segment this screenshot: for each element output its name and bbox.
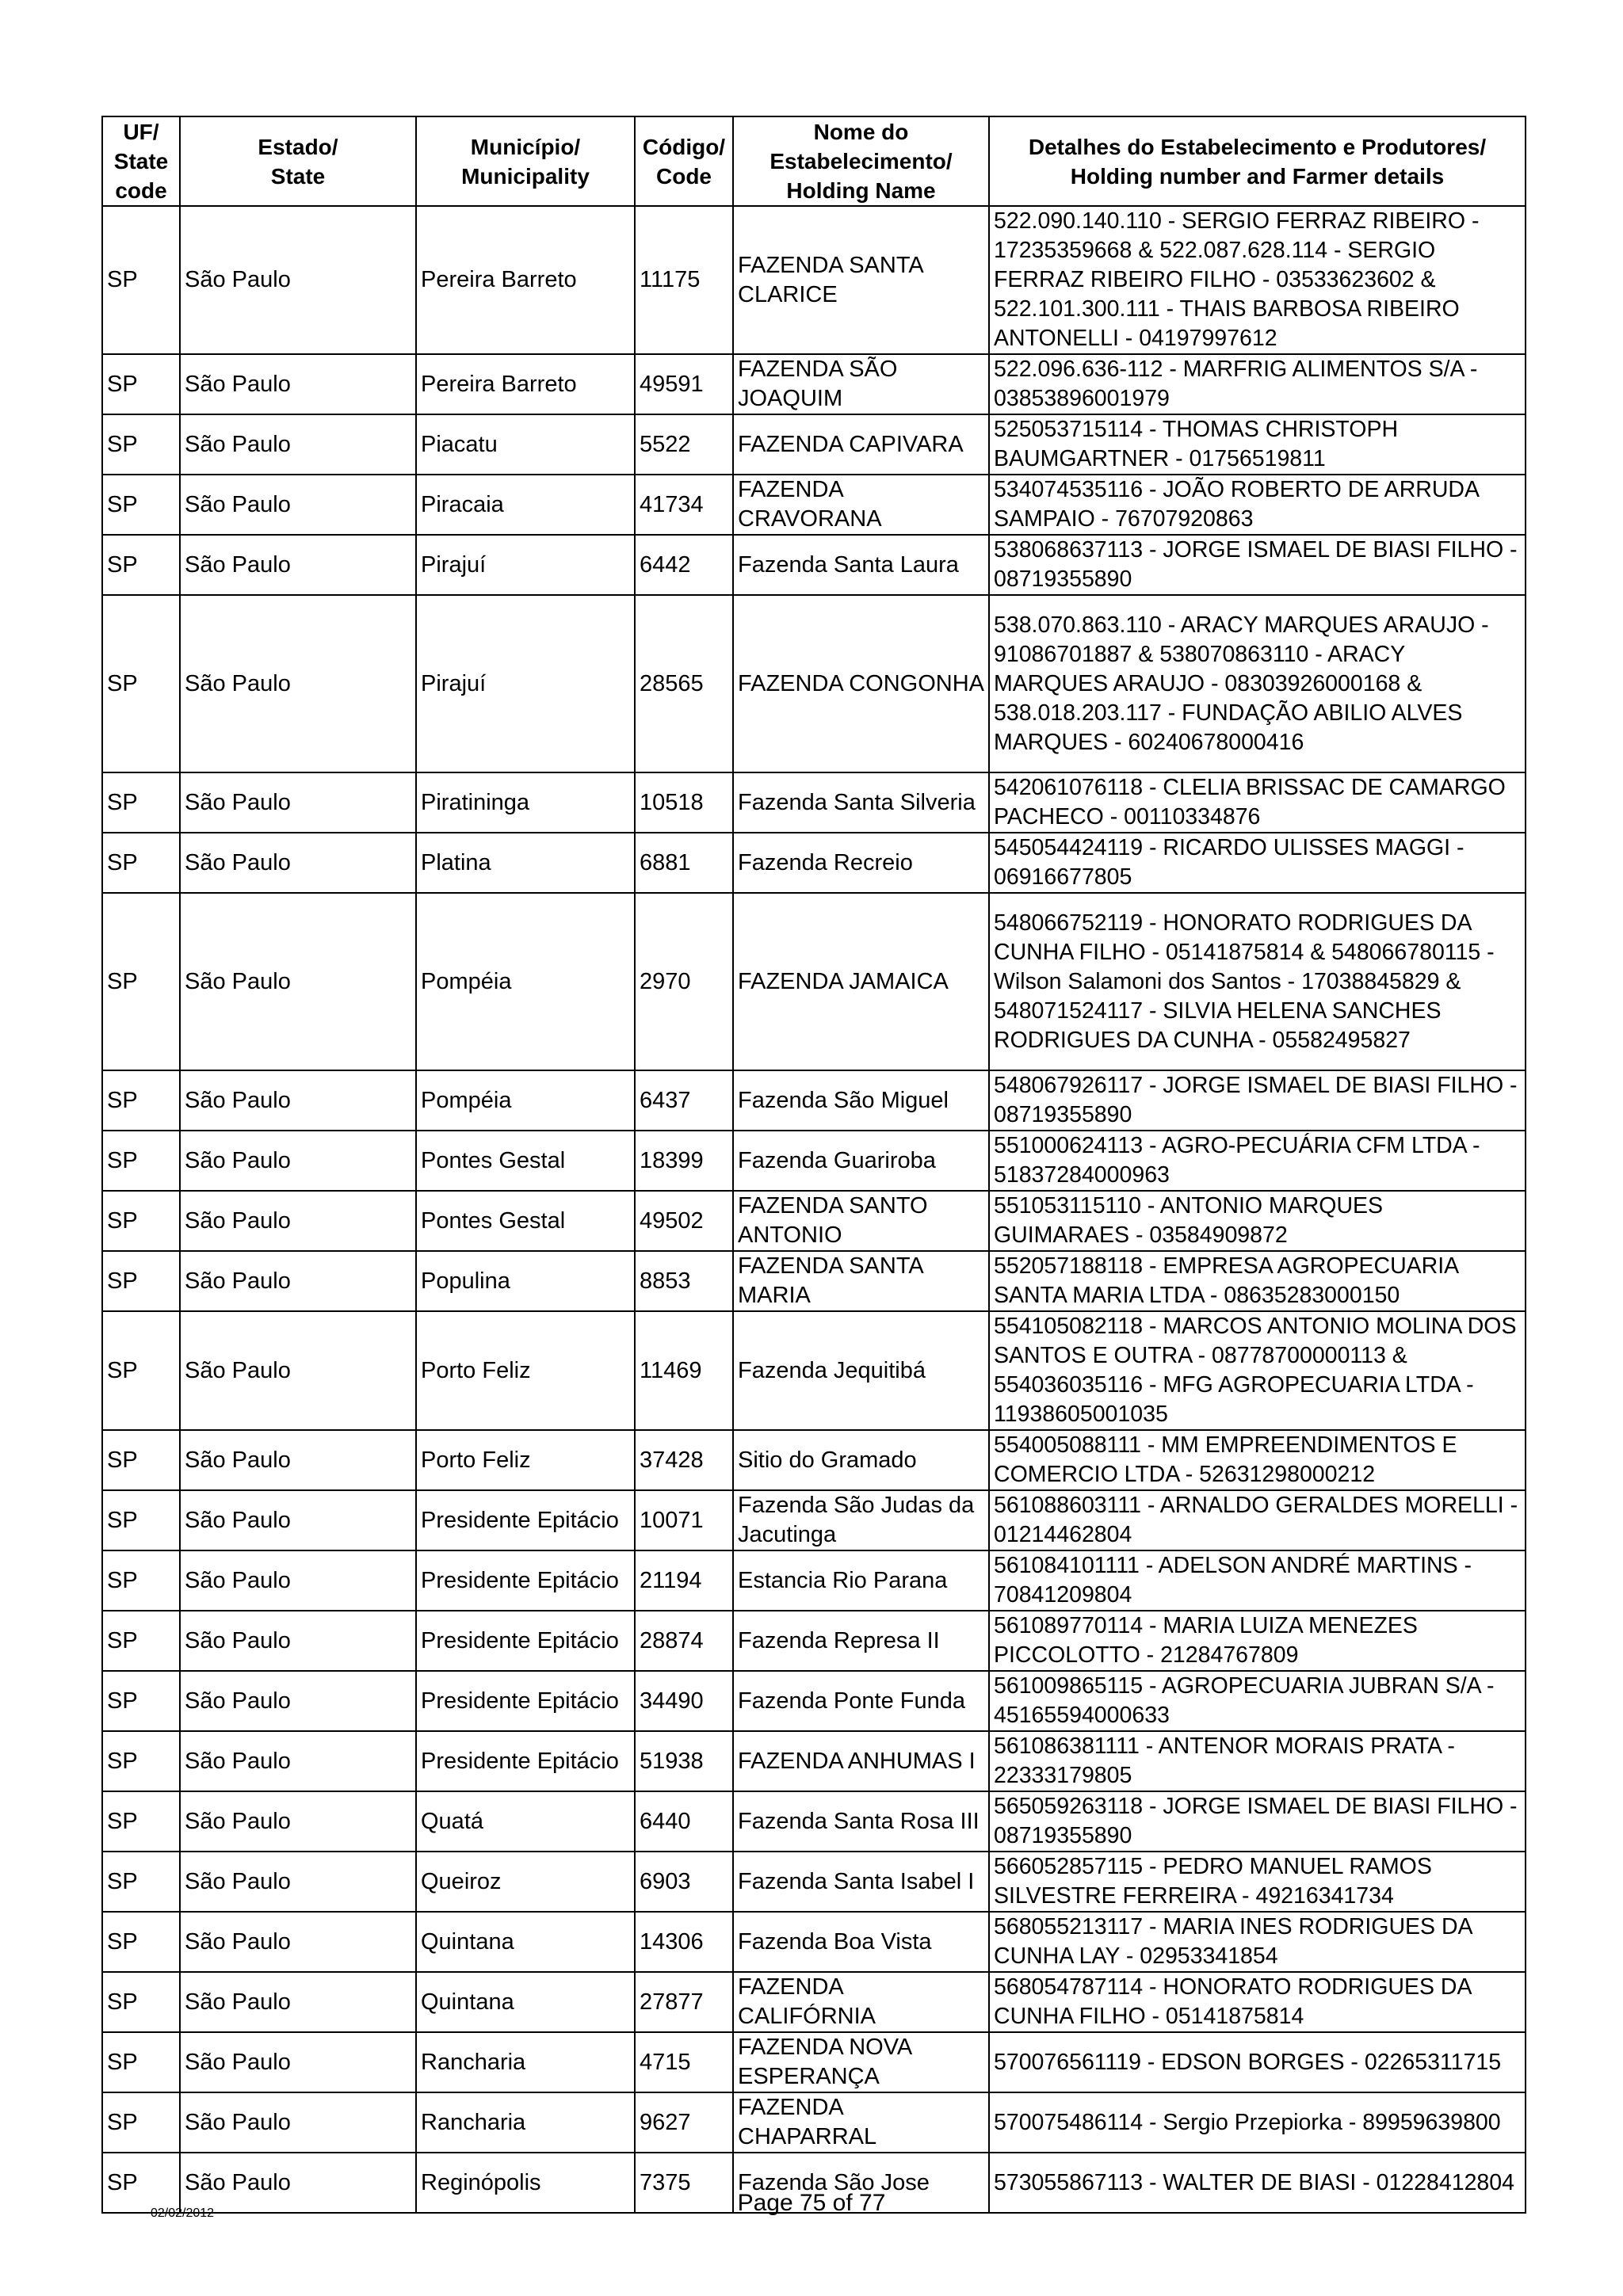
cell-code: 11469: [635, 1311, 733, 1430]
table-row: [102, 535, 1526, 595]
table-row: [102, 206, 1526, 354]
cell-holding-name: Fazenda São Jose: [733, 2153, 989, 2213]
cell-uf: SP: [102, 893, 180, 1070]
cell-holding-name: Estancia Rio Parana: [733, 1550, 989, 1611]
cell-code: 2970: [635, 893, 733, 1070]
footer-date: 02/02/2012: [151, 2206, 215, 2220]
cell-details: 545054424119 - RICARDO ULISSES MAGGI - 06916677805: [989, 833, 1526, 893]
cell-details: 552057188118 - EMPRESA AGROPECUARIA SANTA MARIA LTDA - 08635283000150: [989, 1251, 1526, 1311]
cell-uf: SP: [102, 1311, 180, 1430]
cell-uf: SP: [102, 1070, 180, 1131]
cell-code: 34490: [635, 1671, 733, 1731]
table-header: [102, 116, 1526, 206]
cell-code: 18399: [635, 1131, 733, 1191]
cell-municipality: Populina: [416, 1251, 635, 1311]
cell-uf: SP: [102, 1791, 180, 1852]
cell-uf: SP: [102, 1131, 180, 1191]
cell-state: São Paulo: [180, 1912, 416, 1972]
cell-holding-name: FAZENDA ANHUMAS I: [733, 1731, 989, 1791]
cell-details: 561086381111 - ANTENOR MORAIS PRATA - 22333179805: [989, 1731, 1526, 1791]
cell-municipality: Pirajuí: [416, 535, 635, 595]
cell-details: 534074535116 - JOÃO ROBERTO DE ARRUDA SAMPAIO - 76707920863: [989, 475, 1526, 535]
cell-state: São Paulo: [180, 2032, 416, 2092]
cell-uf: SP: [102, 1550, 180, 1611]
cell-details: 538.070.863.110 - ARACY MARQUES ARAUJO - 91086701887 & 538070863110 - ARACY MARQUES ARAUJO - 08303926000168 & 538.018.203.117 - FUNDAÇÃO ABILIO ALVES MARQUES - 60240678000416: [989, 595, 1526, 772]
cell-code: 10071: [635, 1490, 733, 1550]
table-row: [102, 1191, 1526, 1251]
cell-municipality: Queiroz: [416, 1852, 635, 1912]
cell-holding-name: Fazenda Recreio: [733, 833, 989, 893]
cell-uf: SP: [102, 2153, 180, 2213]
cell-municipality: Piracaia: [416, 475, 635, 535]
cell-state: São Paulo: [180, 1671, 416, 1731]
cell-details: 568054787114 - HONORATO RODRIGUES DA CUNHA FILHO - 05141875814: [989, 1972, 1526, 2032]
table-row: [102, 414, 1526, 475]
cell-state: São Paulo: [180, 535, 416, 595]
cell-state: São Paulo: [180, 595, 416, 772]
cell-holding-name: Fazenda Guariroba: [733, 1131, 989, 1191]
cell-state: São Paulo: [180, 2153, 416, 2213]
cell-details: 573055867113 - WALTER DE BIASI - 01228412804: [989, 2153, 1526, 2213]
cell-code: 11175: [635, 206, 733, 354]
cell-code: 6881: [635, 833, 733, 893]
cell-state: São Paulo: [180, 1490, 416, 1550]
cell-code: 41734: [635, 475, 733, 535]
cell-details: 568055213117 - MARIA INES RODRIGUES DA CUNHA LAY - 02953341854: [989, 1912, 1526, 1972]
cell-code: 28565: [635, 595, 733, 772]
cell-uf: SP: [102, 206, 180, 354]
cell-uf: SP: [102, 1430, 180, 1490]
cell-holding-name: Fazenda Santa Silveria: [733, 772, 989, 833]
table-row: [102, 1731, 1526, 1791]
table-row: [102, 1671, 1526, 1731]
farm-registry-table: [101, 116, 1526, 2214]
table-row: [102, 1490, 1526, 1550]
cell-state: São Paulo: [180, 1191, 416, 1251]
cell-municipality: Presidente Epitácio: [416, 1550, 635, 1611]
cell-state: São Paulo: [180, 2092, 416, 2153]
cell-uf: SP: [102, 475, 180, 535]
cell-state: São Paulo: [180, 1131, 416, 1191]
cell-holding-name: Fazenda Jequitibá: [733, 1311, 989, 1430]
cell-state: São Paulo: [180, 833, 416, 893]
cell-holding-name: FAZENDA CALIFÓRNIA: [733, 1972, 989, 2032]
cell-uf: SP: [102, 2092, 180, 2153]
cell-details: 561089770114 - MARIA LUIZA MENEZES PICCOLOTTO - 21284767809: [989, 1611, 1526, 1671]
table-row: [102, 893, 1526, 1070]
cell-uf: SP: [102, 1251, 180, 1311]
cell-municipality: Presidente Epitácio: [416, 1490, 635, 1550]
cell-state: São Paulo: [180, 1430, 416, 1490]
cell-code: 49591: [635, 354, 733, 414]
cell-municipality: Presidente Epitácio: [416, 1611, 635, 1671]
cell-holding-name: FAZENDA CONGONHA: [733, 595, 989, 772]
cell-details: 548066752119 - HONORATO RODRIGUES DA CUNHA FILHO - 05141875814 & 548066780115 - Wilson Salamoni dos Santos - 17038845829 & 548071524117 - SILVIA HELENA SANCHES RODRIGUES DA CUNHA - 05582495827: [989, 893, 1526, 1070]
cell-municipality: Pontes Gestal: [416, 1191, 635, 1251]
cell-uf: SP: [102, 1852, 180, 1912]
cell-uf: SP: [102, 1731, 180, 1791]
cell-holding-name: Fazenda Ponte Funda: [733, 1671, 989, 1731]
cell-state: São Paulo: [180, 475, 416, 535]
cell-details: 522.090.140.110 - SERGIO FERRAZ RIBEIRO - 17235359668 & 522.087.628.114 - SERGIO FERRAZ RIBEIRO FILHO - 03533623602 & 522.101.300.111 - THAIS BARBOSA RIBEIRO ANTONELLI - 04197997612: [989, 206, 1526, 354]
cell-code: 27877: [635, 1972, 733, 2032]
cell-holding-name: FAZENDA NOVA ESPERANÇA: [733, 2032, 989, 2092]
cell-code: 28874: [635, 1611, 733, 1671]
table-row: [102, 2032, 1526, 2092]
cell-uf: SP: [102, 1490, 180, 1550]
cell-uf: SP: [102, 535, 180, 595]
cell-details: 570075486114 - Sergio Przepiorka - 89959639800: [989, 2092, 1526, 2153]
cell-holding-name: FAZENDA SANTA CLARICE: [733, 206, 989, 354]
table-row: [102, 1430, 1526, 1490]
cell-municipality: Piratininga: [416, 772, 635, 833]
cell-uf: SP: [102, 354, 180, 414]
cell-details: 554005088111 - MM EMPREENDIMENTOS E COMERCIO LTDA - 52631298000212: [989, 1430, 1526, 1490]
page-number: Page 75 of 77: [737, 2190, 886, 2216]
header-state: Estado/ State: [180, 116, 416, 206]
header-row: [102, 116, 1526, 206]
cell-code: 5522: [635, 414, 733, 475]
cell-municipality: Pereira Barreto: [416, 206, 635, 354]
cell-code: 7375: [635, 2153, 733, 2213]
table-row: [102, 833, 1526, 893]
cell-details: 561009865115 - AGROPECUARIA JUBRAN S/A - 45165594000633: [989, 1671, 1526, 1731]
cell-municipality: Pereira Barreto: [416, 354, 635, 414]
cell-municipality: Pompéia: [416, 1070, 635, 1131]
cell-details: 538068637113 - JORGE ISMAEL DE BIASI FILHO - 08719355890: [989, 535, 1526, 595]
cell-municipality: Pontes Gestal: [416, 1131, 635, 1191]
cell-uf: SP: [102, 1912, 180, 1972]
cell-municipality: Quatá: [416, 1791, 635, 1852]
cell-state: São Paulo: [180, 1550, 416, 1611]
cell-municipality: Presidente Epitácio: [416, 1671, 635, 1731]
cell-details: 551000624113 - AGRO-PECUÁRIA CFM LTDA - 51837284000963: [989, 1131, 1526, 1191]
cell-code: 8853: [635, 1251, 733, 1311]
cell-state: São Paulo: [180, 1852, 416, 1912]
cell-holding-name: FAZENDA SÃO JOAQUIM: [733, 354, 989, 414]
table-row: [102, 1912, 1526, 1972]
cell-state: São Paulo: [180, 354, 416, 414]
cell-uf: SP: [102, 1191, 180, 1251]
cell-code: 6437: [635, 1070, 733, 1131]
cell-code: 21194: [635, 1550, 733, 1611]
cell-uf: SP: [102, 414, 180, 475]
cell-holding-name: FAZENDA CHAPARRAL: [733, 2092, 989, 2153]
cell-details: 554105082118 - MARCOS ANTONIO MOLINA DOS SANTOS E OUTRA - 08778700000113 & 554036035116 - MFG AGROPECUARIA LTDA - 11938605001035: [989, 1311, 1526, 1430]
cell-municipality: Platina: [416, 833, 635, 893]
cell-municipality: Reginópolis: [416, 2153, 635, 2213]
header-details: Detalhes do Estabelecimento e Produtores/ Holding number and Farmer details: [989, 116, 1526, 206]
cell-code: 4715: [635, 2032, 733, 2092]
cell-details: 565059263118 - JORGE ISMAEL DE BIASI FILHO - 08719355890: [989, 1791, 1526, 1852]
cell-state: São Paulo: [180, 414, 416, 475]
header-holding-name: Nome do Estabelecimento/ Holding Name: [733, 116, 989, 206]
table-row: [102, 1852, 1526, 1912]
cell-code: 6442: [635, 535, 733, 595]
table-row: [102, 595, 1526, 772]
cell-state: São Paulo: [180, 1070, 416, 1131]
cell-uf: SP: [102, 1611, 180, 1671]
header-uf: UF/ State code: [102, 116, 180, 206]
cell-holding-name: FAZENDA CAPIVARA: [733, 414, 989, 475]
cell-municipality: Piacatu: [416, 414, 635, 475]
cell-holding-name: Sitio do Gramado: [733, 1430, 989, 1490]
header-municipality: Município/ Municipality: [416, 116, 635, 206]
cell-uf: SP: [102, 772, 180, 833]
table-row: [102, 1611, 1526, 1671]
cell-municipality: Pompéia: [416, 893, 635, 1070]
table-row: [102, 354, 1526, 414]
cell-holding-name: Fazenda Boa Vista: [733, 1912, 989, 1972]
cell-state: São Paulo: [180, 1972, 416, 2032]
cell-holding-name: FAZENDA CRAVORANA: [733, 475, 989, 535]
cell-code: 6903: [635, 1852, 733, 1912]
table-row: [102, 1550, 1526, 1611]
cell-details: 570076561119 - EDSON BORGES - 02265311715: [989, 2032, 1526, 2092]
table-body: [102, 206, 1526, 2213]
table-row: [102, 2092, 1526, 2153]
table-row: [102, 1131, 1526, 1191]
table-row: [102, 1251, 1526, 1311]
cell-state: São Paulo: [180, 893, 416, 1070]
table-row: [102, 475, 1526, 535]
cell-uf: SP: [102, 595, 180, 772]
cell-municipality: Porto Feliz: [416, 1430, 635, 1490]
cell-details: 551053115110 - ANTONIO MARQUES GUIMARAES - 03584909872: [989, 1191, 1526, 1251]
cell-code: 14306: [635, 1912, 733, 1972]
cell-uf: SP: [102, 833, 180, 893]
cell-municipality: Quintana: [416, 1912, 635, 1972]
cell-state: São Paulo: [180, 206, 416, 354]
table-row: [102, 1070, 1526, 1131]
cell-code: 6440: [635, 1791, 733, 1852]
cell-code: 51938: [635, 1731, 733, 1791]
cell-details: 542061076118 - CLELIA BRISSAC DE CAMARGO PACHECO - 00110334876: [989, 772, 1526, 833]
cell-holding-name: Fazenda São Judas da Jacutinga: [733, 1490, 989, 1550]
cell-state: São Paulo: [180, 1251, 416, 1311]
cell-holding-name: Fazenda Santa Isabel I: [733, 1852, 989, 1912]
cell-municipality: Presidente Epitácio: [416, 1731, 635, 1791]
cell-uf: SP: [102, 1972, 180, 2032]
cell-holding-name: FAZENDA SANTO ANTONIO: [733, 1191, 989, 1251]
cell-holding-name: FAZENDA SANTA MARIA: [733, 1251, 989, 1311]
cell-holding-name: Fazenda Represa II: [733, 1611, 989, 1671]
cell-details: 561088603111 - ARNALDO GERALDES MORELLI - 01214462804: [989, 1490, 1526, 1550]
cell-holding-name: Fazenda São Miguel: [733, 1070, 989, 1131]
cell-code: 9627: [635, 2092, 733, 2153]
cell-uf: SP: [102, 1671, 180, 1731]
cell-holding-name: FAZENDA JAMAICA: [733, 893, 989, 1070]
cell-municipality: Porto Feliz: [416, 1311, 635, 1430]
cell-state: São Paulo: [180, 1611, 416, 1671]
cell-details: 566052857115 - PEDRO MANUEL RAMOS SILVESTRE FERREIRA - 49216341734: [989, 1852, 1526, 1912]
cell-municipality: Rancharia: [416, 2032, 635, 2092]
cell-municipality: Rancharia: [416, 2092, 635, 2153]
cell-municipality: Pirajuí: [416, 595, 635, 772]
cell-municipality: Quintana: [416, 1972, 635, 2032]
cell-state: São Paulo: [180, 1791, 416, 1852]
cell-details: 561084101111 - ADELSON ANDRÉ MARTINS - 70841209804: [989, 1550, 1526, 1611]
header-code: Código/ Code: [635, 116, 733, 206]
cell-code: 37428: [635, 1430, 733, 1490]
cell-state: São Paulo: [180, 1311, 416, 1430]
cell-details: 525053715114 - THOMAS CHRISTOPH BAUMGARTNER - 01756519811: [989, 414, 1526, 475]
cell-details: 522.096.636-112 - MARFRIG ALIMENTOS S/A - 03853896001979: [989, 354, 1526, 414]
cell-details: 548067926117 - JORGE ISMAEL DE BIASI FILHO - 08719355890: [989, 1070, 1526, 1131]
cell-holding-name: Fazenda Santa Rosa III: [733, 1791, 989, 1852]
cell-code: 49502: [635, 1191, 733, 1251]
cell-uf: SP: [102, 2032, 180, 2092]
table-row: [102, 1972, 1526, 2032]
cell-state: São Paulo: [180, 772, 416, 833]
table-row: [102, 772, 1526, 833]
table-row: [102, 1791, 1526, 1852]
cell-state: São Paulo: [180, 1731, 416, 1791]
cell-holding-name: Fazenda Santa Laura: [733, 535, 989, 595]
cell-code: 10518: [635, 772, 733, 833]
table-row: [102, 1311, 1526, 1430]
